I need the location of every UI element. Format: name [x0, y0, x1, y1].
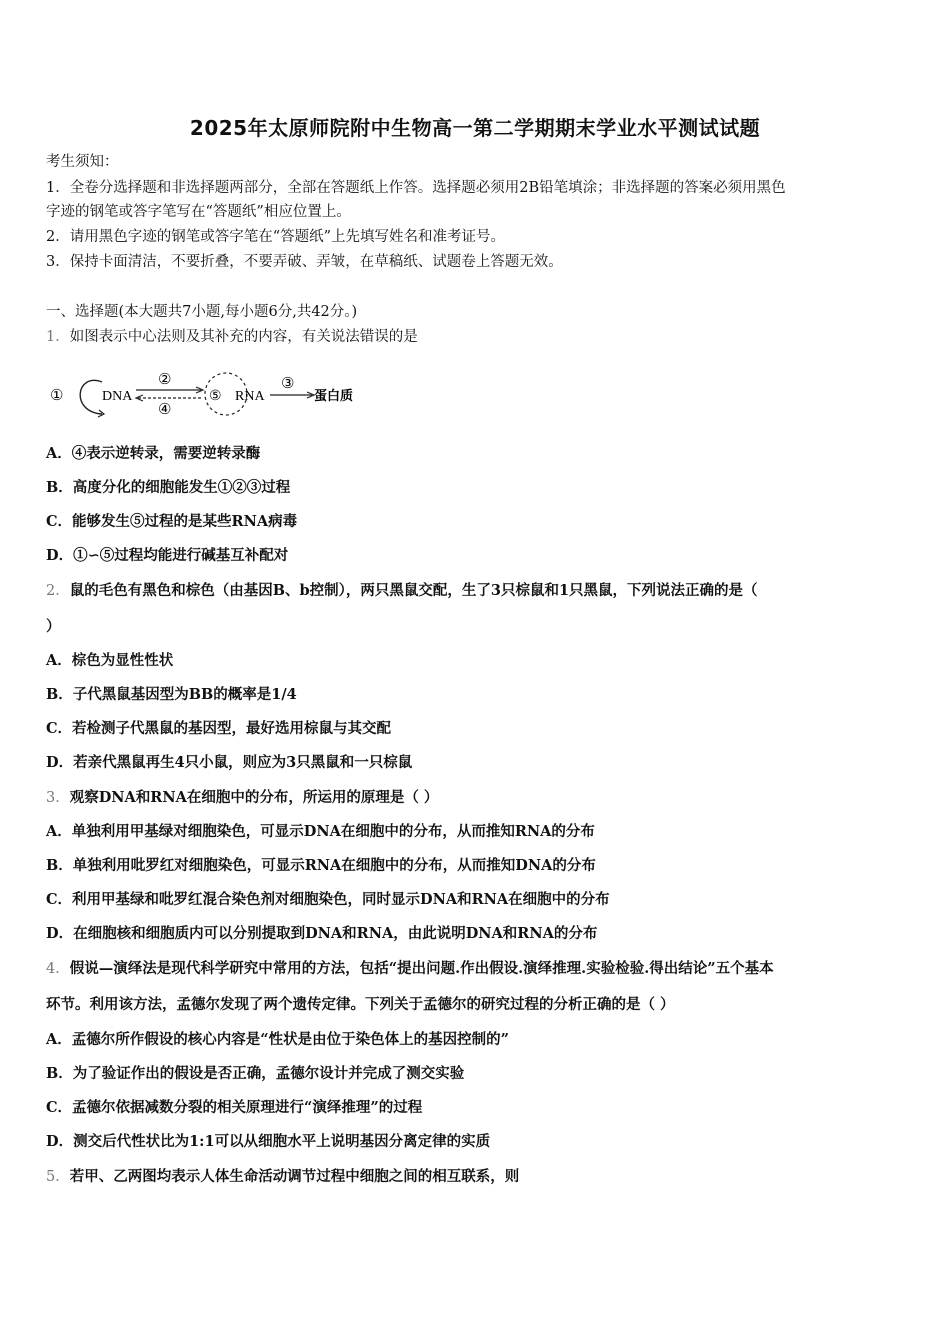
label-dna: DNA — [102, 389, 133, 404]
notice-heading: 考生须知： — [46, 154, 119, 170]
question-3 — [46, 788, 906, 808]
section-heading: 一、选择题(本大题共7小题,每小题6分,共42分。) — [46, 304, 358, 320]
question-1 — [46, 327, 906, 347]
option-b: B．高度分化的细胞能发生①②③过程 — [46, 479, 291, 496]
option-a: A．单独利用甲基绿对细胞染色，可显示DNA在细胞中的分布，从而推知RNA的分布 — [46, 823, 595, 840]
label-5: ⑤ — [209, 389, 222, 404]
label-rna: RNA — [235, 389, 265, 404]
question-number: 3． — [46, 790, 70, 806]
question-2 — [46, 581, 906, 601]
page-title: 2025年太原师院附中生物高一第二学期期末学业水平测试试题 — [189, 116, 761, 140]
option-c: C．若检测子代黑鼠的基因型，最好选用棕鼠与其交配 — [46, 720, 392, 737]
option-d: D．测交后代性状比为1:1可以从细胞水平上说明基因分离定律的实质 — [46, 1133, 491, 1150]
question-stem: 观察DNA和RNA在细胞中的分布，所运用的原理是（ ） — [69, 789, 439, 806]
label-protein: 蛋白质 — [314, 388, 354, 403]
label-4: ④ — [158, 402, 172, 418]
option-d: D．若亲代黑鼠再生4只小鼠，则应为3只黑鼠和一只棕鼠 — [46, 754, 413, 771]
option-b: B．为了验证作出的假设是否正确，孟德尔设计并完成了测交实验 — [46, 1065, 465, 1082]
question-stem: 假说—演绎法是现代科学研究中常用的方法，包括“提出问题.作出假设.演绎推理.实验检验.得出结论”五个基本 — [69, 960, 774, 977]
option-a: A．棕色为显性性状 — [46, 652, 174, 669]
arc-1 — [80, 380, 102, 414]
label-1: ① — [50, 388, 64, 404]
question-4 — [46, 959, 906, 979]
option-c: C．能够发生⑤过程的是某些RNA病毒 — [46, 513, 298, 530]
label-2: ② — [158, 372, 172, 388]
question-number: 5． — [46, 1169, 70, 1185]
question-number: 1． — [46, 329, 70, 345]
option-d: D．①∽⑤过程均能进行碱基互补配对 — [46, 547, 289, 564]
question-stem-continued: ） — [46, 618, 61, 635]
option-c: C．利用甲基绿和吡罗红混合染色剂对细胞染色，同时显示DNA和RNA在细胞中的分布 — [46, 891, 610, 908]
option-a: A．④表示逆转录，需要逆转录酶 — [46, 445, 261, 462]
question-number: 4． — [46, 961, 70, 977]
option-d: D．在细胞核和细胞质内可以分别提取到DNA和RNA，由此说明DNA和RNA的分布 — [46, 925, 598, 942]
question-5 — [46, 1167, 906, 1187]
central-dogma-diagram — [46, 362, 366, 424]
option-a: A．孟德尔所作假设的核心内容是“性状是由位于染色体上的基因控制的” — [46, 1031, 509, 1048]
notice-item: 2．请用黑色字迹的钢笔或答字笔在“答题纸”上先填写姓名和准考证号。 — [46, 229, 506, 245]
option-b: B．子代黑鼠基因型为BB的概率是1/4 — [46, 686, 297, 703]
question-stem: 鼠的毛色有黑色和棕色（由基因B、b控制），两只黑鼠交配，生了3只棕鼠和1只黑鼠，下列说法正确的是（ — [69, 582, 758, 599]
question-stem: 若甲、乙两图均表示人体生命活动调节过程中细胞之间的相互联系，则 — [69, 1168, 520, 1185]
question-stem-continued: 环节。利用该方法，孟德尔发现了两个遗传定律。下列关于孟德尔的研究过程的分析正确的是（ ） — [46, 996, 675, 1013]
notice-item: 3．保持卡面清洁，不要折叠，不要弄破、弄皱，在草稿纸、试题卷上答题无效。 — [46, 254, 563, 270]
question-number: 2． — [46, 583, 70, 599]
option-c: C．孟德尔依据减数分裂的相关原理进行“演绎推理”的过程 — [46, 1099, 423, 1116]
notice-item: 1．全卷分选择题和非选择题两部分，全部在答题纸上作答。选择题必须用2B铅笔填涂；非选择题的答案必须用黑色 — [46, 180, 786, 196]
label-3: ③ — [281, 376, 295, 392]
notice-item: 字迹的钢笔或答字笔写在“答题纸”相应位置上。 — [46, 204, 351, 220]
option-b: B．单独利用吡罗红对细胞染色，可显示RNA在细胞中的分布，从而推知DNA的分布 — [46, 857, 596, 874]
question-stem: 如图表示中心法则及其补充的内容，有关说法错误的是 — [69, 329, 418, 345]
